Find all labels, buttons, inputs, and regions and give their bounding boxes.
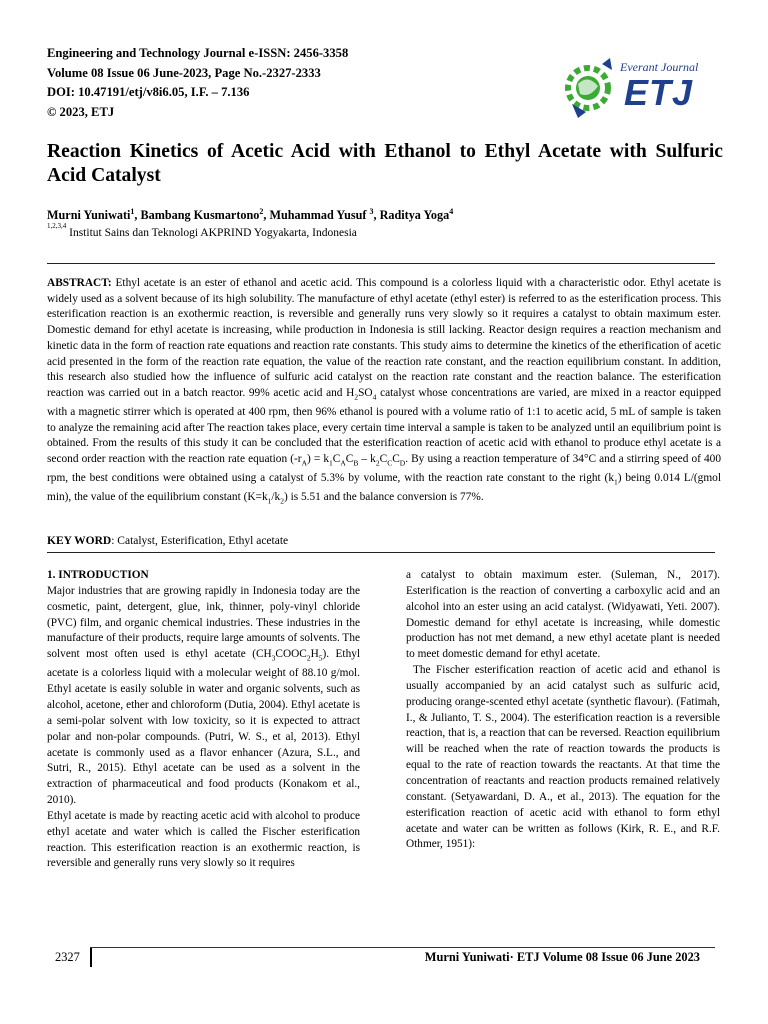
logo-top-text: Everant Journal <box>620 60 699 74</box>
paragraph: a catalyst to obtain maximum ester. (Suleman, N., 2017). Esterification is the reaction of converting a carboxylic acid and an alcohol into an ester using an acid catalyst. (Widyawati, Yeti. 2007). Domestic demand for ethyl acetate is increasing, while domestic production has not met demand, a new ethyl acetate plant is needed to meet domestic demand for ethyl acetate. <box>406 569 720 661</box>
affiliation: $^{1,2,3,4}$ Institut Sains dan Teknologi AKPRIND Yogyakarta, Indonesia <box>47 222 357 239</box>
footer-divider <box>90 948 92 967</box>
footer-citation: Murni Yuniwati· ETJ Volume 08 Issue 06 June 2023 <box>424 950 700 964</box>
paragraph: Major industries that are growing rapidly in Indonesia today are the cosmetic, paint, detergent, glue, ink, thinner, poly-vinyl chloride (PVC) film, and organic chemical industries. These industries in the manufacture of their products, require large amounts of solvents. The solvent most often used is ethyl acetate $(CH_3COOC_2H_5)$. Ethyl acetate is a colorless liquid with a molecular weight of 88.10 g/mol. Ethyl acetate is easily soluble in water and organic solvents, such as alcohol, acetone, ether and chloroform (Dutia, 2004). Ethyl acetate is a semi-polar solvent with low toxicity, so it is expected to attract polar and non-polar compounds. (Putri, W. S., et al, 2013). Ethyl acetate is commonly used as a flavor enhancer (Azura, S.L., and Sutri, R., 2015). Ethyl acetate can be used as a solvent in the extraction of pharmaceutical and food products (Konakom et al., 2010). <box>47 584 361 807</box>
section-heading-introduction: 1. INTRODUCTION <box>47 569 149 581</box>
left-column <box>47 568 360 872</box>
copyright: © 2023, ETJ <box>47 104 115 119</box>
footer-rule <box>90 947 715 948</box>
abstract-top-rule <box>47 263 715 264</box>
paragraph: Ethyl acetate is made by reacting acetic acid with alcohol to produce ethyl acetate and water which is called the Fischer esterification reaction. This esterification reaction is an exothermic reaction, is reversible and generally runs very slowly so it requires <box>47 809 360 870</box>
abstract-bottom-rule <box>47 552 715 553</box>
volume-info: Volume 08 Issue 06 June-2023, Page No.-2327-2333 <box>47 65 321 80</box>
page-number: 2327 <box>55 950 80 964</box>
abstract: ABSTRACT: Ethyl acetate is an ester of ethanol and acetic acid. This compound is a colorless liquid with a characteristic odor. Ethyl acetate is widely used as a solvent because of its high solubility. The manufacture of ethyl acetate (ethyl ester) is referred to as the esterification process. This esterification reaction is an exothermic reaction, is reversible and generally runs very slowly so it requires a catalyst to obtain maximum ester. Domestic demand for ethyl acetate is increasing, while production in Indonesia is still lacking. Reactor design requires a reaction mechanism and kinetic data in the form of reaction rate equations and reaction rate constants. This study aims to determine the kinetics of the etherification of acetic acid presented in the form of the reaction rate equation, the value of the reaction rate constant, and the reaction equilibrium constant. In addition, this research also studied how the influence of sulfuric acid catalyst on the reaction rate constant and the reaction balance. The esterification reaction was carried out in a batch reactor. 99% acetic acid and $H_2SO_4$ catalyst whose concentrations are varied, are mixed in a reactor equipped with a magnetic stirrer which is operated at 400 rpm, then 96% ethanol is poured with a volume ratio of 1:1 to acetic acid, 5 mL of sample is taken to analyze the remaining acid after The reaction takes place, every certain time interval a sample is taken to be analyzed until an equilibrium point is obtained. From the results of this study it can be concluded that the esterification reaction of acetic acid with ethanol to produce ethyl acetate is a second order reaction with the reaction rate equation $(-r_A) = k_1C_AC_B - k_2C_CC_D$. By using a reaction temperature of 34°C and a stirring speed of 400 rpm, the best conditions were obtained using a catalyst of 5.3% by volume, with the reaction rate constant to the right $(k_1)$ being 0.014 L/(gmol min), the value of the equilibrium constant $(K=k_1/k_2)$ is 5.51 and the balance conversion is 77%. <box>47 277 722 506</box>
keywords: KEY WORD: Catalyst, Esterification, Ethyl acetate <box>47 535 289 547</box>
etj-logo <box>558 54 718 124</box>
author-list: Murni Yuniwati$^1$, Bambang Kusmartono$^2$, Muhammad Yusuf $^3$, Raditya Yoga$^4$ <box>47 207 454 223</box>
journal-header <box>47 44 487 122</box>
paper-title: Reaction Kinetics of Acetic Acid with Ethanol to Ethyl Acetate with Sulfuric Acid Catalyst <box>47 141 723 186</box>
logo-letters: ETJ <box>624 72 694 113</box>
journal-name: Engineering and Technology Journal e-ISSN: 2456-3358 <box>47 46 349 60</box>
paragraph: The Fischer esterification reaction of acetic acid and ethanol is usually accompanied by an acid catalyst such as sulfuric acid, producing orange-scented ethyl acetate (synthetic flavour). (Fatimah, I., & Julianto, T. S., 2004). The esterification reaction is a reversible reaction, that is, a reaction that can be reversed. Reaction equilibrium will be reached when the rate of reaction towards the products is equal to the rate of reaction towards the reactants. At that time the concentration of reactants and reaction products remained relatively constant. (Setyawardani, D. A., et al., 2013). The equation for the esterification reaction of acetic acid with ethanol to form ethyl acetate and water can be written as follows (Kirk, R. E., and R.F. Othmer, 1951): <box>406 664 720 851</box>
doi-info: DOI: 10.47191/etj/v8i6.05, I.F. – 7.136 <box>47 85 250 99</box>
right-column <box>406 568 720 853</box>
